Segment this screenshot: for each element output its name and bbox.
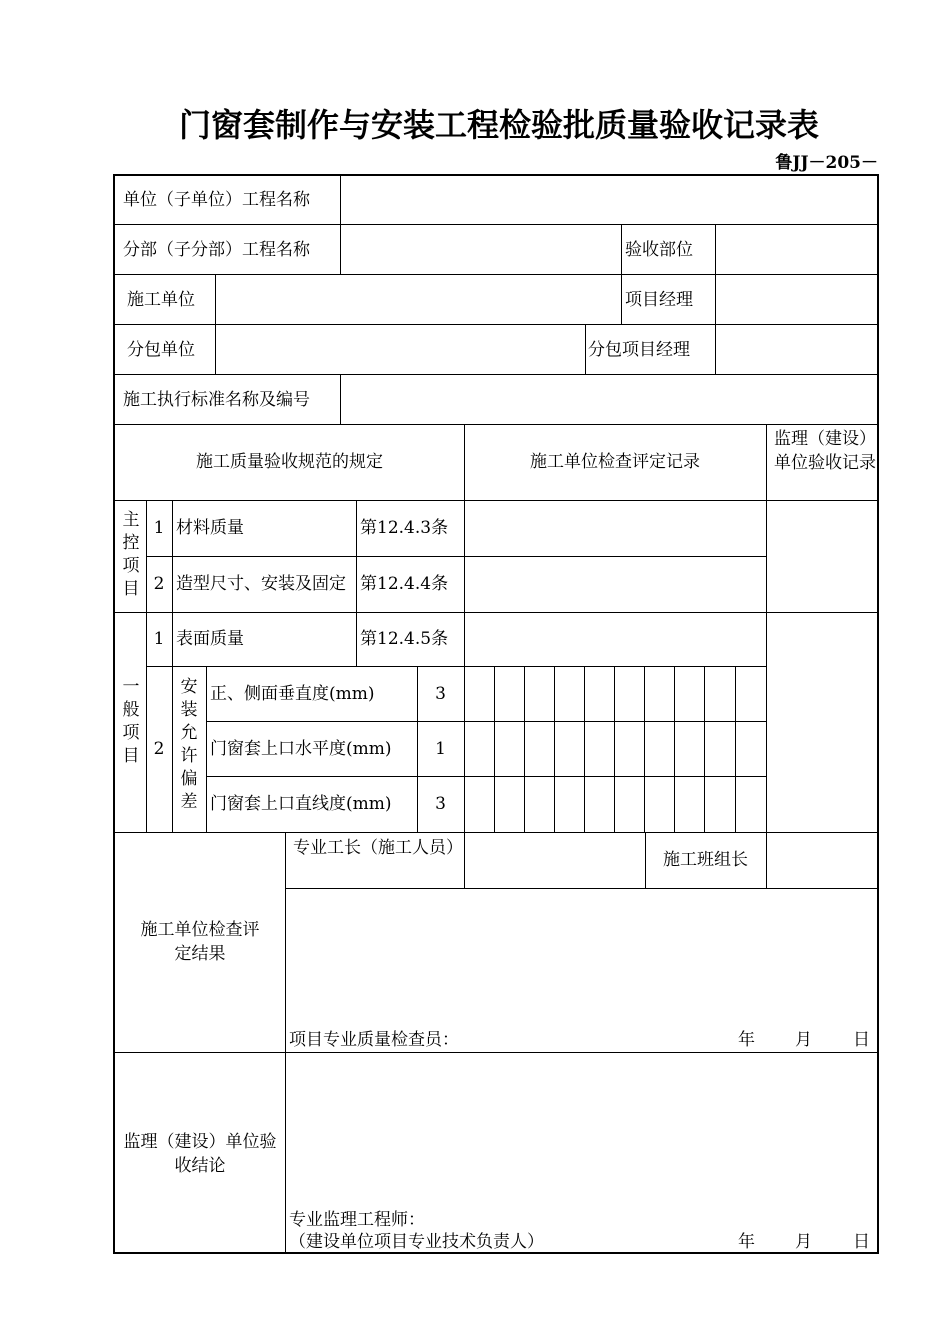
conclusion-label: 监理（建设）单位验收结论 bbox=[123, 1132, 277, 1176]
grid-rule bbox=[704, 666, 705, 832]
general-items-group-label: 一般项目 bbox=[122, 677, 140, 766]
rule bbox=[340, 176, 341, 274]
rule bbox=[115, 424, 877, 425]
main-item-no: 1 bbox=[153, 518, 165, 538]
construction-unit-label: 施工单位 bbox=[127, 290, 195, 310]
general-item-clause: 第12.4.5条 bbox=[360, 629, 449, 649]
rule bbox=[206, 666, 207, 832]
grid-rule bbox=[614, 666, 615, 832]
rule bbox=[621, 224, 622, 324]
acceptance-form bbox=[113, 174, 879, 1254]
spec-column-header: 施工质量验收规范的规定 bbox=[196, 452, 383, 472]
grid-rule bbox=[494, 666, 495, 832]
rule bbox=[285, 888, 877, 889]
rule bbox=[766, 832, 767, 888]
supervision-column-header: 监理（建设）单位验收记录 bbox=[774, 429, 876, 473]
team-leader-label: 施工班组长 bbox=[663, 850, 748, 870]
result-month: 月 bbox=[795, 1030, 812, 1050]
rule bbox=[115, 274, 877, 275]
engineer-alt-label: （建设单位项目专业技术负责人） bbox=[289, 1232, 544, 1252]
rule bbox=[585, 324, 586, 374]
rule bbox=[715, 224, 716, 374]
engineer-label: 专业监理工程师： bbox=[289, 1210, 425, 1230]
grid-rule bbox=[644, 666, 645, 832]
rule bbox=[115, 500, 877, 501]
tolerance-row-name: 门窗套上口直线度(mm) bbox=[210, 794, 392, 814]
rule bbox=[115, 374, 877, 375]
main-item-name: 造型尺寸、安装及固定 bbox=[176, 574, 346, 594]
result-day: 日 bbox=[853, 1030, 870, 1050]
main-item-clause: 第12.4.3条 bbox=[360, 518, 449, 538]
standard-label: 施工执行标准名称及编号 bbox=[123, 390, 310, 410]
rule bbox=[115, 1052, 877, 1053]
rule bbox=[285, 832, 286, 1254]
conclusion-day: 日 bbox=[853, 1232, 870, 1252]
subcontract-manager-label: 分包项目经理 bbox=[588, 340, 690, 360]
unit-project-label: 单位（子单位）工程名称 bbox=[123, 190, 310, 210]
acceptance-part-label: 验收部位 bbox=[625, 240, 693, 260]
grid-rule bbox=[524, 666, 525, 832]
main-item-no: 2 bbox=[153, 574, 165, 594]
main-items-group-label: 主控项目 bbox=[122, 510, 140, 599]
form-code: 鲁JJ－205－ bbox=[775, 153, 878, 173]
tolerance-row-value: 3 bbox=[435, 684, 446, 704]
main-item-clause: 第12.4.4条 bbox=[360, 574, 449, 594]
rule bbox=[115, 324, 877, 325]
grid-rule bbox=[674, 666, 675, 832]
result-year: 年 bbox=[738, 1030, 755, 1050]
main-item-name: 材料质量 bbox=[176, 518, 244, 538]
rule bbox=[115, 224, 877, 225]
inspector-label: 项目专业质量检查员： bbox=[289, 1030, 459, 1050]
rule bbox=[146, 666, 766, 667]
rule bbox=[146, 556, 766, 557]
tolerance-row-value: 3 bbox=[435, 794, 446, 814]
general-item-no: 1 bbox=[153, 629, 165, 649]
rule bbox=[206, 721, 766, 722]
rule bbox=[115, 612, 877, 613]
rule bbox=[206, 776, 766, 777]
tolerance-row-value: 1 bbox=[435, 739, 446, 759]
rule bbox=[115, 832, 877, 833]
tolerance-label: 安装允许偏差 bbox=[180, 677, 198, 812]
rule bbox=[464, 832, 465, 888]
result-label: 施工单位检查评定结果 bbox=[140, 920, 260, 964]
grid-rule bbox=[584, 666, 585, 832]
rule bbox=[340, 374, 341, 424]
general-item-name: 表面质量 bbox=[176, 629, 244, 649]
general-item-no: 2 bbox=[153, 739, 165, 759]
foreman-label: 专业工长（施工人员） bbox=[293, 838, 463, 858]
grid-rule bbox=[554, 666, 555, 832]
rule bbox=[215, 274, 216, 374]
record-column-header: 施工单位检查评定记录 bbox=[530, 452, 700, 472]
rule bbox=[766, 424, 767, 832]
sub-project-label: 分部（子分部）工程名称 bbox=[123, 240, 310, 260]
conclusion-month: 月 bbox=[795, 1232, 812, 1252]
conclusion-year: 年 bbox=[738, 1232, 755, 1252]
page-title: 门窗套制作与安装工程检验批质量验收记录表 bbox=[178, 106, 819, 144]
subcontract-unit-label: 分包单位 bbox=[127, 340, 195, 360]
project-manager-label: 项目经理 bbox=[625, 290, 693, 310]
tolerance-row-name: 门窗套上口水平度(mm) bbox=[210, 739, 392, 759]
grid-rule bbox=[735, 666, 736, 832]
rule bbox=[464, 424, 465, 832]
tolerance-row-name: 正、侧面垂直度(mm) bbox=[210, 684, 375, 704]
rule bbox=[356, 500, 357, 666]
